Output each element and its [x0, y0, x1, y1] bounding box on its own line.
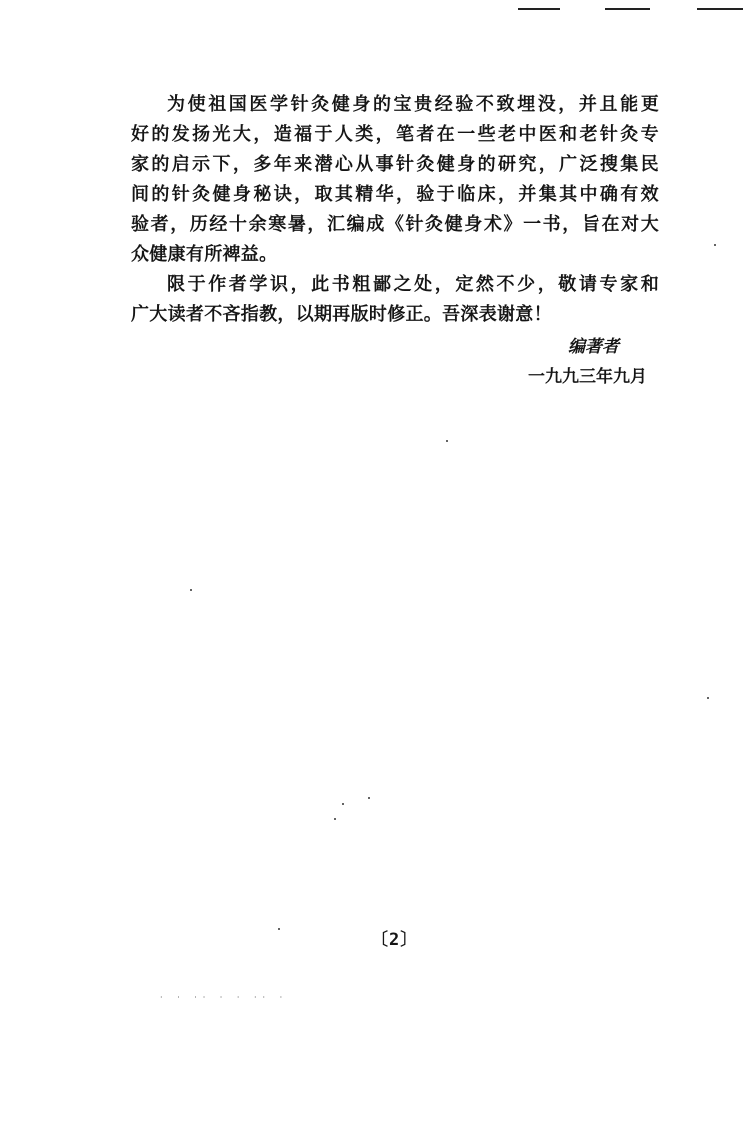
scan-speck: [190, 589, 192, 591]
text-line: 为使祖国医学针灸健身的宝贵经验不致埋没，并且能更: [167, 94, 659, 115]
scan-speck: [342, 803, 344, 805]
date-label: 一九九三年九月: [528, 367, 647, 387]
scan-speck: [707, 697, 709, 699]
scan-speck: [446, 440, 448, 442]
header-rule: [697, 8, 743, 10]
preface-body: [131, 90, 659, 330]
header-rule: [518, 8, 560, 10]
text-line: 限于作者学识，此书粗鄙之处，定然不少，敬请专家和: [167, 274, 659, 295]
text-line: 家的启示下，多年来潜心从事针灸健身的研究，广泛搜集民: [131, 154, 659, 175]
author-label: 编著者: [568, 337, 619, 357]
scan-speck: [714, 244, 716, 246]
text-line: 好的发扬光大，造福于人类，笔者在一些老中医和老针灸专: [131, 124, 659, 145]
text-line: 验者，历经十余寒暑，汇编成《针灸健身术》一书，旨在对大: [131, 214, 659, 235]
text-line: 广大读者不吝指教，以期再版时修正。吾深表谢意！: [131, 304, 552, 325]
header-rule: [605, 8, 650, 10]
text-line: 间的针灸健身秘诀，取其精华，验于临床，并集其中确有效: [131, 184, 659, 205]
paragraph-1: [131, 90, 659, 270]
page-number: 〔2〕: [371, 930, 419, 950]
scan-noise: · · ·· · · ·· ·: [160, 993, 289, 1002]
scan-speck: [368, 797, 370, 799]
scan-speck: [334, 818, 336, 820]
scan-speck: [278, 928, 280, 930]
paragraph-2: [131, 270, 659, 330]
text-line: 众健康有所裨益。: [131, 244, 278, 265]
signature-block: [528, 332, 647, 392]
